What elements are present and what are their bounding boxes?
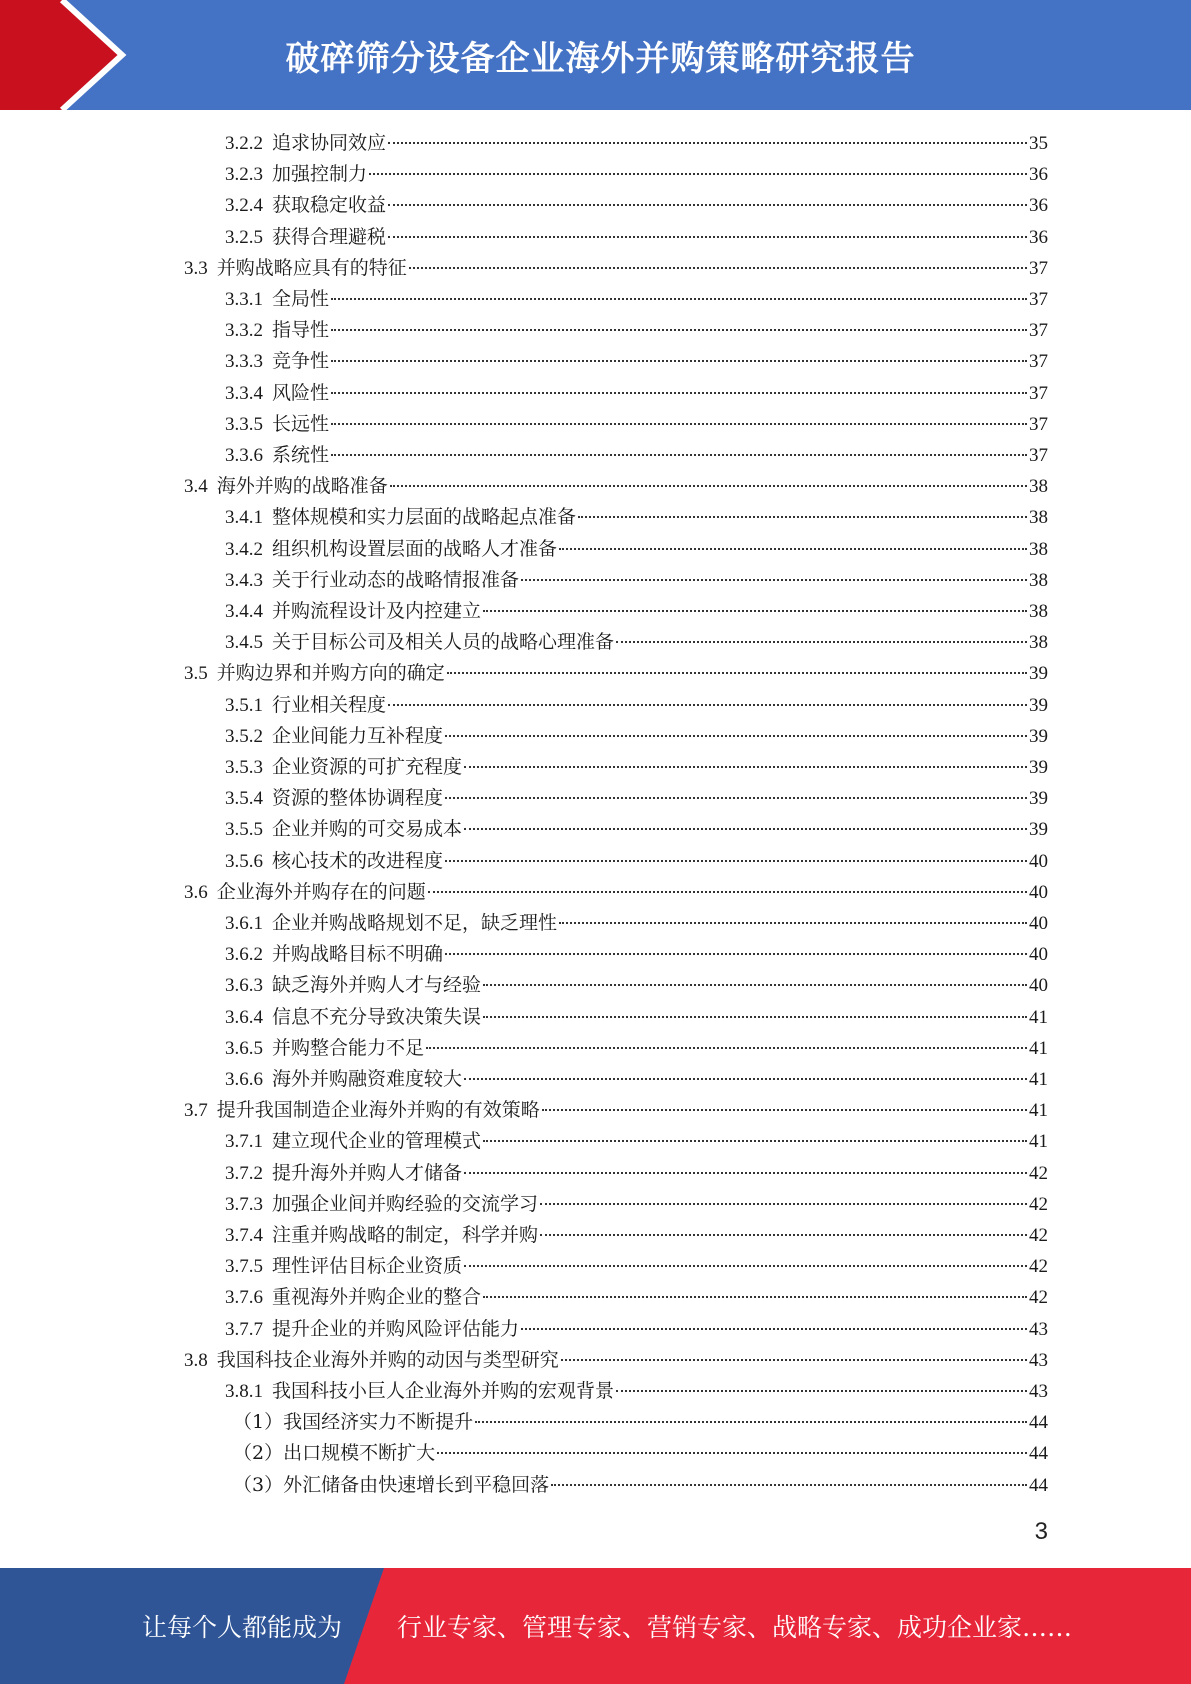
toc-dot-leader	[447, 672, 1027, 674]
toc-dot-leader	[559, 922, 1027, 924]
toc-entry-number: 3.2.4	[225, 195, 263, 217]
toc-entry[interactable]	[225, 721, 1048, 752]
toc-entry-number: 3.6.5	[225, 1037, 263, 1059]
toc-entry-title: 并购整合能力不足	[272, 1036, 425, 1059]
toc-entry-title: 风险性	[272, 381, 330, 404]
toc-entry[interactable]	[225, 970, 1048, 1001]
toc-entry-page: 38	[1029, 569, 1048, 591]
toc-entry[interactable]	[225, 627, 1048, 658]
toc-entry[interactable]	[225, 1189, 1048, 1220]
toc-entry-number: 3.4	[184, 476, 208, 498]
toc-dot-leader	[390, 485, 1027, 487]
toc-entry-title: 加强控制力	[272, 163, 368, 186]
toc-entry[interactable]	[225, 1126, 1048, 1157]
toc-dot-leader	[445, 797, 1027, 799]
toc-entry-page: 44	[1029, 1443, 1048, 1465]
toc-entry[interactable]	[225, 1002, 1048, 1033]
toc-entry-title: 理性评估目标企业资质	[272, 1255, 463, 1278]
toc-dot-leader	[542, 1109, 1027, 1111]
toc-dot-leader	[464, 1172, 1027, 1174]
toc-dot-leader	[437, 1452, 1027, 1454]
toc-entry-number: 3.3.6	[225, 445, 263, 466]
toc-entry-number: 3.5.2	[225, 725, 263, 747]
toc-entry[interactable]	[225, 596, 1048, 627]
toc-entry-number: 3.5	[184, 663, 208, 685]
toc-entry-page: 38	[1029, 476, 1048, 498]
toc-entry-title: 获得合理避税	[272, 225, 387, 248]
toc-entry-page: 37	[1029, 289, 1048, 310]
page-number: 3	[1034, 1518, 1048, 1545]
toc-entry-title: 指导性	[272, 319, 330, 342]
toc-entry-page: 42	[1029, 1193, 1048, 1215]
toc-entry[interactable]	[225, 1376, 1048, 1407]
toc-entry-page: 43	[1029, 1381, 1048, 1402]
toc-dot-leader	[464, 1265, 1027, 1267]
toc-entry[interactable]	[225, 814, 1048, 845]
toc-entry-number: 3.5.4	[225, 788, 263, 810]
toc-entry[interactable]	[184, 253, 1048, 284]
toc-entry-number: 3.3.4	[225, 382, 263, 404]
toc-entry-page: 41	[1029, 1069, 1048, 1090]
toc-entry-title: 企业并购战略规划不足，缺乏理性	[272, 912, 558, 934]
toc-entry[interactable]	[184, 1345, 1048, 1376]
toc-dot-leader	[388, 704, 1027, 706]
toc-entry-title: 提升企业的并购风险评估能力	[272, 1317, 520, 1340]
toc-entry-number: 3.8.1	[225, 1381, 263, 1402]
toc-entry-page: 42	[1029, 1287, 1048, 1309]
toc-entry[interactable]	[225, 1033, 1048, 1064]
page-header	[0, 0, 1191, 110]
toc-entry-page: 36	[1029, 226, 1048, 248]
toc-entry[interactable]	[225, 284, 1048, 315]
toc-entry-page: 37	[1029, 351, 1048, 373]
toc-entry[interactable]	[225, 378, 1048, 409]
toc-dot-leader	[388, 236, 1027, 238]
toc-entry-title: 缺乏海外并购人才与经验	[272, 974, 482, 997]
toc-entry-title: 企业资源的可扩充程度	[272, 756, 463, 778]
toc-entry[interactable]	[225, 346, 1048, 377]
toc-entry-number: 3.6.6	[225, 1069, 263, 1090]
toc-dot-leader	[483, 984, 1027, 986]
toc-entry-number: 3.6.3	[225, 975, 263, 997]
toc-dot-leader	[521, 579, 1027, 581]
toc-entry-page: 37	[1029, 320, 1048, 342]
toc-entry-page: 36	[1029, 164, 1048, 186]
toc-entry-title: 海外并购融资难度较大	[272, 1068, 463, 1090]
toc-dot-leader	[483, 610, 1027, 612]
toc-dot-leader	[464, 1078, 1027, 1080]
toc-entry-title: 提升海外并购人才储备	[272, 1161, 463, 1184]
toc-dot-leader	[483, 1016, 1027, 1018]
page-footer	[0, 1568, 1191, 1684]
toc-entry[interactable]	[184, 877, 1048, 908]
toc-entry-number: 3.6.1	[225, 913, 263, 934]
toc-entry-number: 3.3.2	[225, 320, 263, 342]
toc-entry-title: 组织机构设置层面的战略人才准备	[272, 537, 558, 560]
toc-entry-number: 3.3	[184, 257, 208, 279]
toc-entry-number: 3.4.1	[225, 507, 263, 529]
toc-entry-number: 3.2.5	[225, 226, 263, 248]
toc-dot-leader	[331, 329, 1027, 331]
toc-entry[interactable]	[225, 752, 1048, 783]
toc-entry-page: 43	[1029, 1318, 1048, 1340]
toc-entry-page: 40	[1029, 850, 1048, 872]
toc-entry-title: 注重并购战略的制定，科学并购	[272, 1224, 539, 1246]
toc-entry-page: 40	[1029, 975, 1048, 997]
toc-entry[interactable]	[225, 783, 1048, 814]
toc-entry-page: 40	[1029, 944, 1048, 966]
toc-entry-title: 我国科技小巨人企业海外并购的宏观背景	[272, 1380, 615, 1402]
toc-entry-page: 44	[1029, 1474, 1048, 1496]
toc-entry-page: 37	[1029, 445, 1048, 466]
toc-entry-title: 行业相关程度	[272, 693, 387, 716]
toc-dot-leader	[331, 423, 1027, 425]
footer-slogan-right: 行业专家、管理专家、营销专家、战略专家、成功企业家……	[397, 1613, 1073, 1642]
toc-dot-leader	[409, 267, 1027, 269]
toc-entry-title: 加强企业间并购经验的交流学习	[272, 1192, 539, 1215]
toc-entry-title: 提升我国制造企业海外并购的有效策略	[216, 1099, 540, 1122]
toc-entry[interactable]	[225, 939, 1048, 970]
toc-entry[interactable]	[225, 690, 1048, 721]
toc-entry-number: 3.4.4	[225, 601, 263, 622]
toc-dot-leader	[331, 392, 1027, 394]
toc-dot-leader	[540, 1234, 1027, 1236]
toc-entry-title: 企业间能力互补程度	[272, 724, 444, 747]
toc-entry-page: 40	[1029, 881, 1048, 903]
toc-entry-title: 我国科技企业海外并购的动因与类型研究	[216, 1348, 559, 1371]
toc-entry-number: 3.7.2	[225, 1162, 263, 1184]
toc-entry-title: 并购战略目标不明确	[272, 943, 444, 966]
toc-entry-number: 3.5.5	[225, 819, 263, 841]
toc-dot-leader	[331, 298, 1027, 300]
toc-dot-leader	[445, 735, 1027, 737]
toc-entry-page: 41	[1029, 1037, 1048, 1059]
toc-entry-number: 3.5.1	[225, 694, 263, 716]
toc-entry-number: 3.2.3	[225, 164, 263, 186]
toc-entry-number: 3.7.4	[225, 1225, 263, 1246]
toc-entry-number: 3.7.1	[225, 1131, 263, 1153]
toc-entry-number: 3.5.3	[225, 757, 263, 778]
toc-entry[interactable]	[225, 1251, 1048, 1282]
toc-entry[interactable]	[225, 846, 1048, 877]
toc-entry[interactable]	[184, 658, 1048, 689]
toc-dot-leader	[331, 360, 1027, 362]
toc-entry[interactable]	[225, 222, 1048, 253]
toc-entry-number: 3.2.2	[225, 133, 263, 154]
toc-dot-leader	[445, 860, 1027, 862]
toc-dot-leader	[551, 1484, 1027, 1486]
toc-entry-title: 系统性	[272, 444, 330, 466]
toc-dot-leader	[388, 204, 1027, 206]
toc-entry-number: 3.3.5	[225, 413, 263, 435]
footer-slogan-left: 让每个人都能成为	[142, 1613, 343, 1642]
toc-entry-title: 企业并购的可交易成本	[272, 818, 463, 841]
toc-entry-page: 38	[1029, 507, 1048, 529]
toc-entry-page: 39	[1029, 663, 1048, 685]
toc-entry-title: 企业海外并购存在的问题	[216, 880, 426, 903]
toc-entry-number: 3.7	[184, 1100, 208, 1122]
toc-entry-page: 37	[1029, 413, 1048, 435]
toc-entry-title: 追求协同效应	[272, 132, 387, 154]
toc-entry-page: 41	[1029, 1100, 1048, 1122]
toc-entry-page: 36	[1029, 195, 1048, 217]
toc-entry-page: 42	[1029, 1162, 1048, 1184]
toc-entry[interactable]	[225, 1220, 1048, 1251]
toc-entry[interactable]	[184, 471, 1048, 502]
toc-entry-title: 核心技术的改进程度	[272, 849, 444, 872]
toc-entry-title: 重视海外并购企业的整合	[272, 1286, 482, 1309]
toc-entry-number: 3.3.1	[225, 289, 263, 310]
toc-entry-page: 37	[1029, 382, 1048, 404]
toc-entry-title: 获取稳定收益	[272, 194, 387, 217]
toc-entry-page: 39	[1029, 757, 1048, 778]
toc-entry-page: 38	[1029, 632, 1048, 654]
toc-entry[interactable]	[184, 1095, 1048, 1126]
toc-entry-page: 39	[1029, 819, 1048, 841]
toc-entry-number: 3.5.6	[225, 850, 263, 872]
toc-dot-leader	[483, 1296, 1027, 1298]
toc-entry-title: （2）出口规模不断扩大	[233, 1442, 436, 1465]
toc-dot-leader	[331, 454, 1027, 456]
toc-entry[interactable]	[225, 190, 1048, 221]
toc-entry[interactable]	[225, 159, 1048, 190]
toc-entry-page: 41	[1029, 1006, 1048, 1028]
toc-entry-page: 43	[1029, 1349, 1048, 1371]
toc-dot-leader	[616, 641, 1027, 643]
toc-entry-number: 3.4.3	[225, 569, 263, 591]
toc-entry-title: 信息不充分导致决策失误	[272, 1005, 482, 1028]
toc-entry[interactable]	[233, 1407, 1048, 1438]
toc-dot-leader	[475, 1421, 1027, 1423]
toc-entry[interactable]	[225, 534, 1048, 565]
toc-entry-title: 并购战略应具有的特征	[216, 256, 407, 279]
toc-entry-page: 42	[1029, 1225, 1048, 1246]
toc-entry-page: 38	[1029, 601, 1048, 622]
toc-entry-title: 长远性	[272, 412, 330, 435]
toc-entry-number: 3.6	[184, 881, 208, 903]
toc-entry-page: 35	[1029, 133, 1048, 154]
toc-entry-page: 39	[1029, 694, 1048, 716]
toc-entry-number: 3.6.4	[225, 1006, 263, 1028]
toc-entry-page: 39	[1029, 788, 1048, 810]
toc-dot-leader	[426, 1047, 1027, 1049]
toc-entry-title: 资源的整体协调程度	[272, 787, 444, 810]
toc-entry[interactable]	[225, 128, 1048, 159]
toc-dot-leader	[369, 173, 1027, 175]
toc-entry-page: 41	[1029, 1131, 1048, 1153]
toc-entry[interactable]	[225, 502, 1048, 533]
toc-entry[interactable]	[233, 1438, 1048, 1469]
document-title: 破碎筛分设备企业海外并购策略研究报告	[285, 38, 916, 79]
toc-entry-number: 3.6.2	[225, 944, 263, 966]
toc-dot-leader	[464, 766, 1027, 768]
toc-dot-leader	[483, 1140, 1027, 1142]
toc-dot-leader	[559, 548, 1027, 550]
toc-dot-leader	[561, 1359, 1027, 1361]
header-chevron-decoration	[0, 0, 150, 110]
toc-entry-title: 建立现代企业的管理模式	[272, 1130, 482, 1153]
toc-entry-title: 关于行业动态的战略情报准备	[272, 568, 520, 591]
toc-entry-number: 3.7.3	[225, 1193, 263, 1215]
toc-entry[interactable]	[225, 1282, 1048, 1313]
toc-dot-leader	[464, 828, 1027, 830]
toc-entry-title: 关于目标公司及相关人员的战略心理准备	[272, 631, 615, 654]
toc-entry-number: 3.7.7	[225, 1318, 263, 1340]
toc-entry-page: 37	[1029, 257, 1048, 279]
toc-entry-title: 竞争性	[272, 350, 330, 373]
toc-dot-leader	[521, 1328, 1027, 1330]
toc-entry[interactable]	[225, 565, 1048, 596]
toc-entry-page: 38	[1029, 538, 1048, 560]
toc-dot-leader	[578, 516, 1027, 518]
toc-entry-title: 并购流程设计及内控建立	[272, 600, 482, 622]
toc-entry-title: 并购边界和并购方向的确定	[216, 662, 445, 685]
toc-dot-leader	[540, 1203, 1027, 1205]
toc-entry-title: 整体规模和实力层面的战略起点准备	[272, 506, 577, 529]
toc-entry-number: 3.3.3	[225, 351, 263, 373]
toc-entry-page: 40	[1029, 913, 1048, 934]
toc-entry-page: 39	[1029, 725, 1048, 747]
toc-entry[interactable]	[225, 1158, 1048, 1189]
toc-entry[interactable]	[225, 1314, 1048, 1345]
toc-entry-page: 42	[1029, 1256, 1048, 1278]
toc-entry-title: （1）我国经济实力不断提升	[233, 1411, 474, 1434]
toc-entry-title: 海外并购的战略准备	[216, 475, 388, 498]
toc-dot-leader	[445, 953, 1027, 955]
toc-entry[interactable]	[225, 409, 1048, 440]
toc-entry-number: 3.7.6	[225, 1287, 263, 1309]
toc-dot-leader	[428, 891, 1027, 893]
toc-dot-leader	[388, 142, 1027, 144]
toc-entry[interactable]	[225, 315, 1048, 346]
toc-entry[interactable]	[225, 1064, 1048, 1095]
toc-entry-number: 3.7.5	[225, 1256, 263, 1278]
toc-entry-page: 44	[1029, 1412, 1048, 1434]
toc-entry-number: 3.8	[184, 1349, 208, 1371]
toc-entry-number: 3.4.2	[225, 538, 263, 560]
toc-entry-number: 3.4.5	[225, 632, 263, 654]
toc-entry[interactable]	[233, 1470, 1048, 1501]
toc-entry-title: 全局性	[272, 288, 330, 310]
toc-dot-leader	[616, 1390, 1027, 1392]
toc-entry-title: （3）外汇储备由快速增长到平稳回落	[233, 1473, 550, 1496]
toc-entry[interactable]	[225, 440, 1048, 471]
toc-entry[interactable]	[225, 908, 1048, 939]
